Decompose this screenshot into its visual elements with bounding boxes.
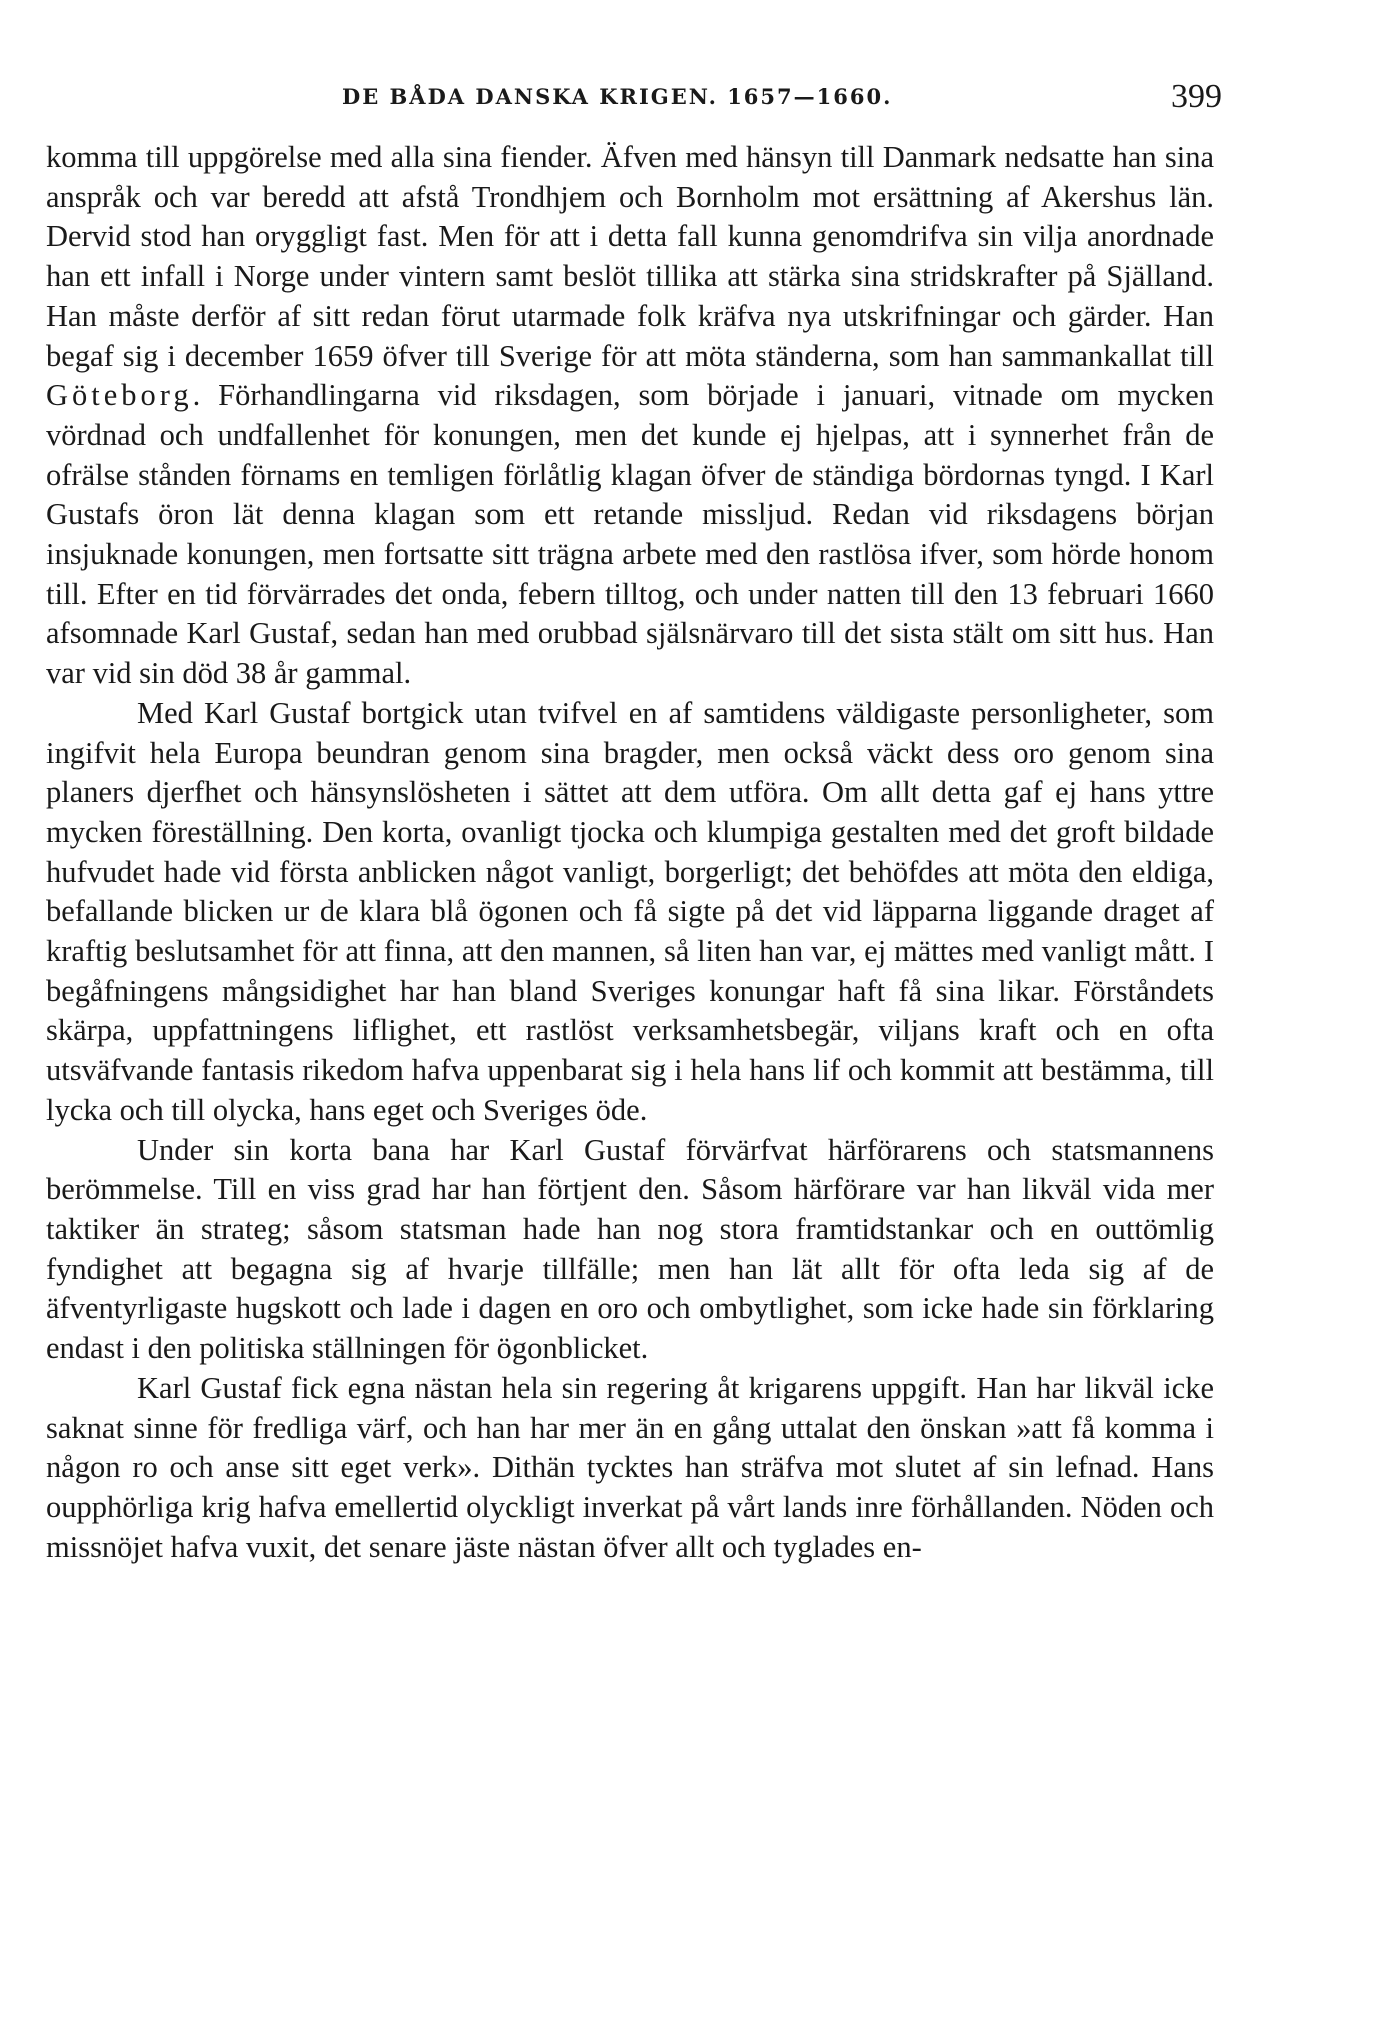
running-header bbox=[46, 78, 1222, 138]
body-text bbox=[46, 138, 1214, 1567]
paragraph-1-part-1: komma till uppgörelse med alla sina fiender. Äfven med hänsyn till Danmark nedsatte han sina anspråk och var beredd att afstå Trondhjem och Bornholm mot ersättning af Akershus län. Dervid stod han oryggligt fast. Men för att i detta fall kunna genomdrifva sin vilja anordnade han ett infall i Norge under vintern samt beslöt tillika att stärka sina stridskrafter på Själland. Han måste derför af sitt redan förut utarmade folk kräfva nya utskrifningar och gärder. Han begaf sig i december 1659 öfver till Sverige för att möta ständerna, som han sammankallat till bbox=[46, 140, 1214, 373]
paragraph-4: Karl Gustaf fick egna nästan hela sin regering åt krigarens uppgift. Han har likväl icke saknat sinne för fredliga värf, och han har mer än en gång uttalat den önskan »att få komma i någon ro och anse sitt eget verk». Dithän tycktes han sträfva mot slutet af sin lefnad. Hans oupphörliga krig hafva emellertid olyckligt inverkat på vårt lands inre förhållanden. Nöden och missnöjet hafva vuxit, det senare jäste nästan öfver allt och tyglades en- bbox=[46, 1370, 1214, 1564]
paragraph-1 bbox=[46, 138, 1214, 694]
book-page bbox=[46, 78, 1222, 1567]
paragraph-3: Under sin korta bana har Karl Gustaf förvärfvat härförarens och statsmannens berömmelse. Till en viss grad har han förtjent den. Såsom härförare var han likväl vida mer taktiker än strateg; såsom statsman hade han nog stora framtidstankar och en outtömlig fyndighet att begagna sig af hvarje tillfälle; men han lät allt för ofta leda sig af de äfventyrligaste hugskott och lade i dagen en oro och ombytlighet, som icke hade sin förklaring endast i den politiska ställningen för ögonblicket. bbox=[46, 1132, 1214, 1366]
spaced-place-name: Göteborg bbox=[46, 378, 193, 413]
paragraph-1-part-2: . Förhandlingarna vid riksdagen, som började i januari, vitnade om mycken vördnad och undfallenhet för konungen, men det kunde ej hjelpas, att i synnerhet från de ofrälse stånden förnams en temligen förlåtlig klagan öfver de ständiga bördornas tyngd. I Karl Gustafs öron lät denna klagan som ett retande missljud. Redan vid riksdagens början insjuknade konungen, men fortsatte sitt trägna arbete med den rastlösa ifver, som hörde honom till. Efter en tid förvärrades det onda, febern tilltog, och under natten till den 13 februari 1660 afsomnade Karl Gustaf, sedan han med orubbad själsnärvaro till det sista stält om sitt hus. Han var vid sin död 38 år gammal. bbox=[46, 378, 1214, 691]
page-number: 399 bbox=[1171, 78, 1222, 115]
running-title: DE BÅDA DANSKA KRIGEN. 1657—1660. bbox=[342, 84, 893, 109]
paragraph-2: Med Karl Gustaf bortgick utan tvifvel en af samtidens väldigaste personligheter, som ingifvit hela Europa beundran genom sina bragder, men också väckt dess oro genom sina planers djerfhet och hänsynslösheten i sättet att dem utföra. Om allt detta gaf ej hans yttre mycken föreställning. Den korta, ovanligt tjocka och klumpiga gestalten med det groft bildade hufvudet hade vid första anblicken något vanligt, borgerligt; det behöfdes att möta den eldiga, befallande blicken ur de klara blå ögonen och få sigte på det vid läpparna liggande draget af kraftig beslutsamhet för att finna, att den mannen, så liten han var, ej mättes med vanligt mått. I begåfningens mångsidighet har han bland Sveriges konungar haft få sina likar. Förståndets skärpa, uppfattningens liflighet, ett rastlöst verksamhetsbegär, viljans kraft och en ofta utsväfvande fantasis rikedom hafva uppenbarat sig i hela hans lif och kommit att bestämma, till lycka och till olycka, hans eget och Sveriges öde. bbox=[46, 695, 1214, 1127]
